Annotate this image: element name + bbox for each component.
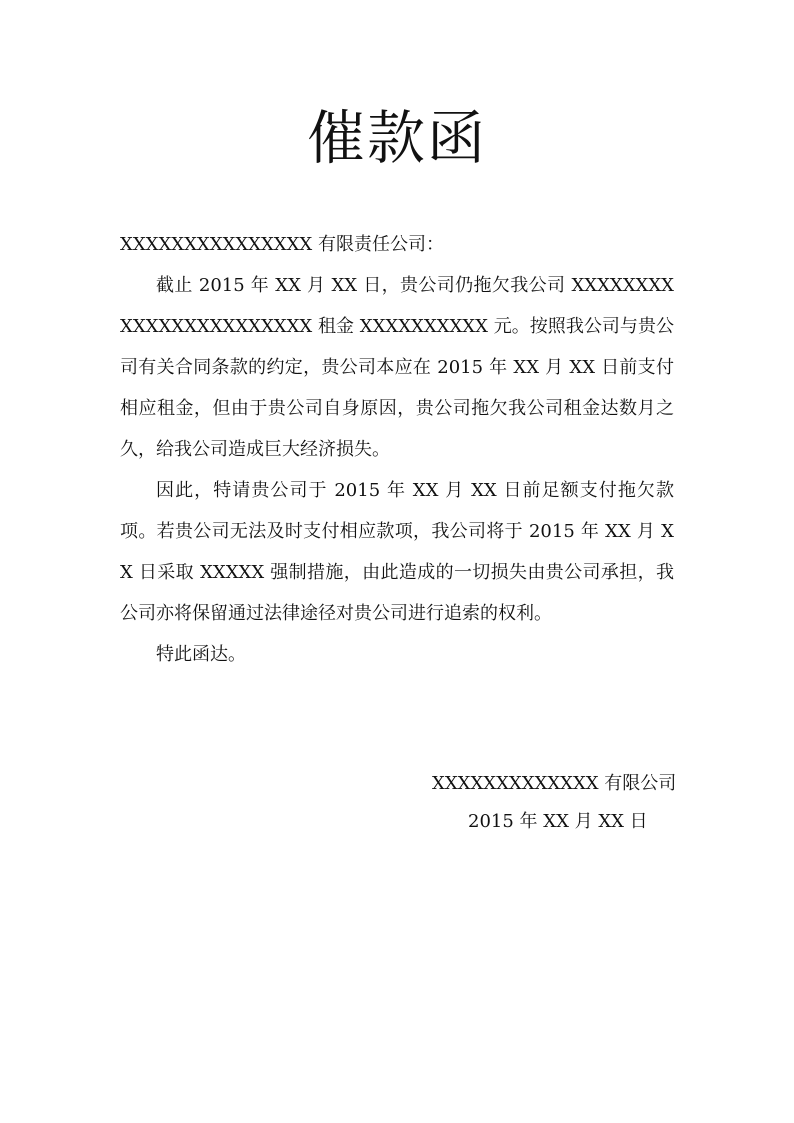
- letter-body: [120, 224, 674, 675]
- signature-date: 2015 年 XX 月 XX 日: [468, 811, 648, 832]
- paragraph-closing: 特此函达。: [156, 644, 246, 665]
- paragraph-2: 因此，特请贵公司于 2015 年 XX 月 XX 日前足额支付拖欠款项。若贵公司无法及时支付相应款项，我公司将于 2015 年 XX 月 XX 日采取 XXXXX 强制措施，由此造成的一切损失由贵公司承担，我公司亦将保留通过法律途径对贵公司进行追索的权利。: [120, 480, 674, 624]
- signature-block: [420, 765, 680, 841]
- signature-company: XXXXXXXXXXXXX 有限公司: [432, 773, 677, 794]
- document-title: 催款函: [306, 104, 487, 172]
- paragraph-1: 截止 2015 年 XX 月 XX 日，贵公司仍拖欠我公司 XXXXXXXXXXXXXXXXXXXXXXX 租金 XXXXXXXXXX 元。按照我公司与贵公司有关合同条款的约定，贵公司本应在 2015 年 XX 月 XX 日前支付相应租金，但由于贵公司自身原因，贵公司拖欠我公司租金达数月之久，给我公司造成巨大经济损失。: [120, 275, 674, 460]
- salutation: XXXXXXXXXXXXXXX 有限责任公司：: [120, 234, 444, 255]
